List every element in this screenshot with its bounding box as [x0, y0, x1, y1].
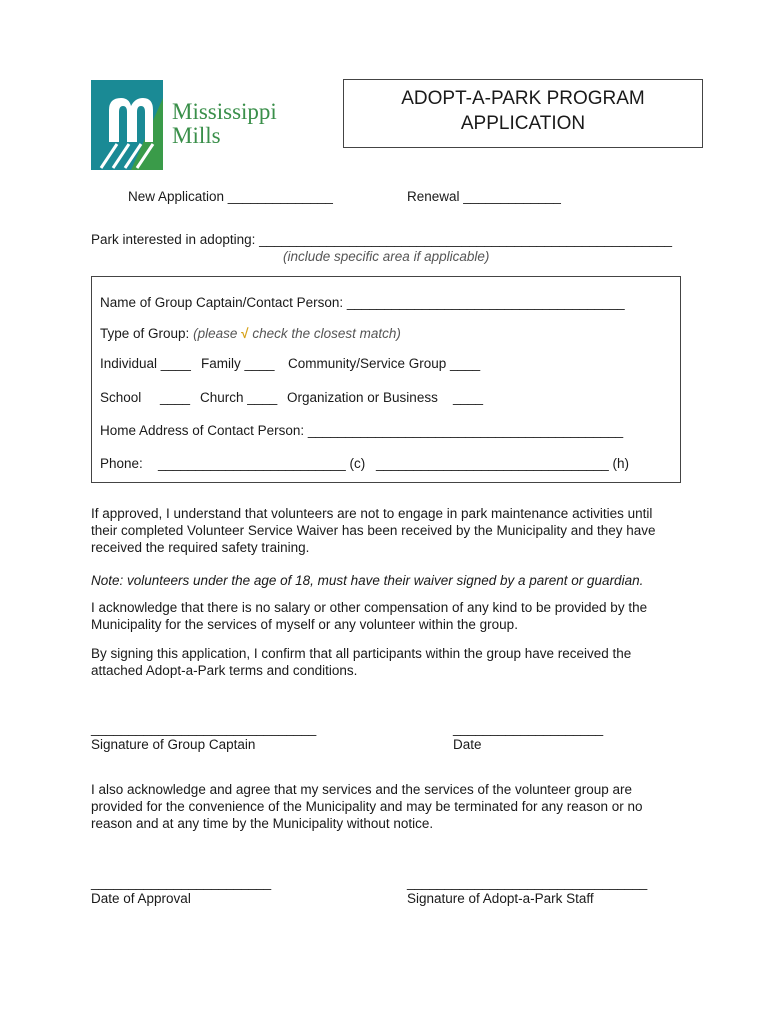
individual-option[interactable]: Individual ____ — [100, 356, 191, 371]
logo-line-1: Mississippi — [172, 99, 277, 124]
new-application-field[interactable]: New Application ______________ — [128, 189, 333, 204]
school-option-blank[interactable]: ____ — [160, 390, 191, 405]
approval-date-line[interactable]: ________________________ — [91, 875, 272, 890]
form-title-box — [343, 79, 703, 148]
termination-paragraph: I also acknowledge and agree that my services and the services of the volunteer group are provided for the convenience of the Municipality and may be terminated for any reason or no reason and at any time by the Municipality without notice. — [91, 782, 643, 831]
home-address-field[interactable]: Home Address of Contact Person: __________________________________________ — [100, 423, 624, 438]
school-option-label: School — [100, 390, 142, 405]
organization-option-label: Organization or Business — [287, 390, 438, 405]
form-title-line-2: APPLICATION — [460, 113, 586, 134]
logo-line-2: Mills — [172, 123, 221, 148]
date-label: Date — [453, 737, 482, 752]
park-interested-field[interactable]: Park interested in adopting: _______________________________________________________ — [91, 232, 673, 247]
phone-home-field[interactable]: _______________________________ (h) — [376, 456, 629, 471]
captain-signature-line[interactable]: ______________________________ — [91, 721, 317, 736]
approval-paragraph: If approved, I understand that volunteers are not to engage in park maintenance activities until their completed Volunteer Service Waiver has been received by the Municipality and they have received the required safety training. — [91, 506, 656, 555]
renewal-field[interactable]: Renewal _____________ — [407, 189, 561, 204]
park-hint: (include specific area if applicable) — [283, 249, 490, 264]
approval-date-label: Date of Approval — [91, 891, 191, 906]
form-title-line-1: ADOPT-A-PARK PROGRAM — [401, 88, 645, 109]
organization-option-blank[interactable]: ____ — [453, 390, 484, 405]
salary-paragraph: I acknowledge that there is no salary or other compensation of any kind to be provided by the Municipality for the services of myself or any volunteer within the group. — [91, 600, 648, 632]
captain-signature-label: Signature of Group Captain — [91, 737, 256, 752]
date-line[interactable]: ____________________ — [453, 721, 604, 736]
family-option[interactable]: Family ____ — [201, 356, 275, 371]
type-hint-pre: (please — [193, 326, 238, 341]
group-captain-field[interactable]: Name of Group Captain/Contact Person: _____________________________________ — [100, 295, 625, 310]
phone-cell-field[interactable]: _________________________ (c) — [158, 456, 366, 471]
staff-signature-line[interactable]: ________________________________ — [407, 875, 648, 890]
type-hint-post: check the closest match) — [252, 326, 401, 341]
checkmark-icon: √ — [241, 326, 249, 341]
mississippi-mills-logo-mark — [91, 80, 163, 170]
community-option[interactable]: Community/Service Group ____ — [288, 356, 481, 371]
type-of-group-label: Type of Group: — [100, 326, 190, 341]
type-of-group-row — [100, 325, 401, 342]
staff-signature-label: Signature of Adopt-a-Park Staff — [407, 891, 594, 906]
church-option[interactable]: Church ____ — [200, 390, 278, 405]
logo-wordmark — [172, 100, 277, 148]
phone-label: Phone: — [100, 456, 143, 471]
age-note: Note: volunteers under the age of 18, must have their waiver signed by a parent or guardian. — [91, 573, 644, 588]
terms-paragraph: By signing this application, I confirm that all participants within the group have received the attached Adopt-a-Park terms and conditions. — [91, 646, 632, 678]
